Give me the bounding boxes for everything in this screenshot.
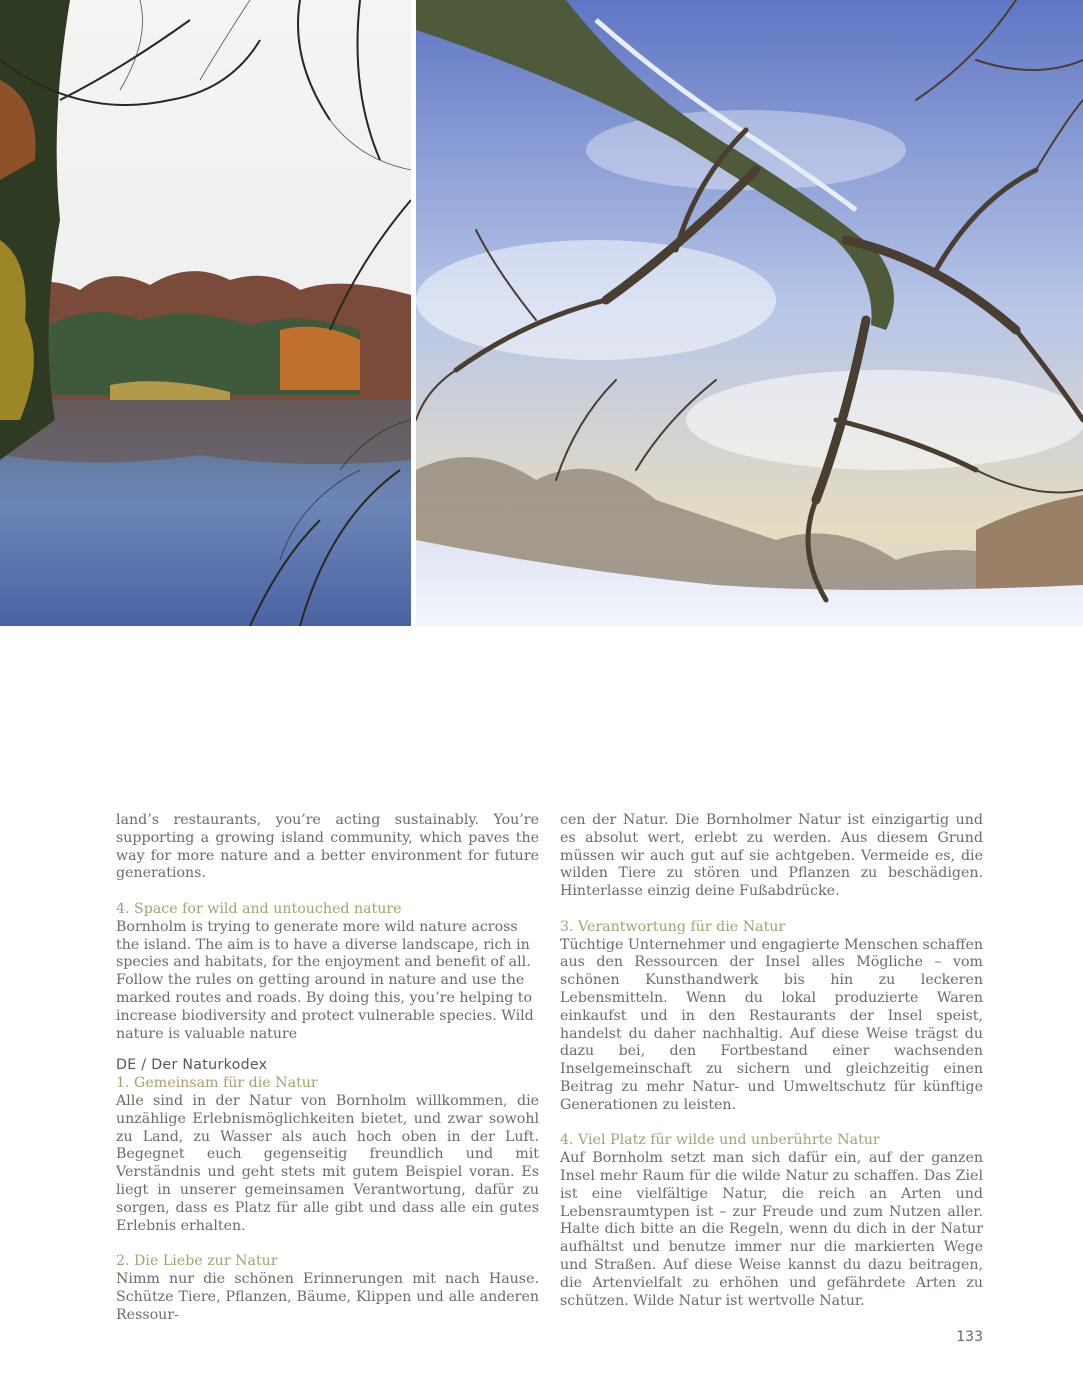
- heading-gemeinsam: 1. Gemeinsam für die Natur: [116, 1075, 318, 1092]
- heading-liebe-zur-natur: 2. Die Liebe zur Natur: [116, 1253, 278, 1270]
- text-column-left: [116, 812, 539, 1324]
- photo-autumn-lake: [0, 0, 411, 626]
- section-heading-naturkodex: DE / Der Naturkodex: [116, 1057, 268, 1074]
- paragraph-3-continued: land’s restaurants, you’re acting sustainably. You’re supporting a growing island community, which paves the way for more nature and a better environment for future generations.: [116, 812, 539, 882]
- heading-space-wild-nature: 4. Space for wild and untouched nature: [116, 900, 402, 917]
- paragraph-liebe-zur-natur: Nimm nur die schönen Erinnerungen mit nach Hause. Schütze Tiere, Pflanzen, Bäume, Klippen und alle anderen Ressour-: [116, 1270, 539, 1323]
- page-number: 133: [956, 1329, 983, 1345]
- paragraph-gemeinsam: Alle sind in der Natur von Bornholm willkommen, die unzählige Erlebnismöglichkeiten bietet, und zwar sowohl zu Land, zu Wasser als auch hoch oben in der Luft. Begegnet euch gegenseitig freundlich und mit Verständnis und geht stets mit gutem Beispiel voran. Es liegt in unserer gemeinsamen Verantwortung, dafür zu sorgen, dass es Platz für alle gibt und dass alle ein gutes Erlebnis erhalten.: [116, 1092, 539, 1234]
- paragraph-liebe-zur-natur-continued: cen der Natur. Die Bornholmer Natur ist einzigartig und es absolut wert, erlebt zu werden. Aus diesem Grund müssen wir auch gut auf sie achtgeben. Vermeide es, die wilden Tiere zu stören und Pflanzen zu beschädigen. Hinterlasse einzig deine Fußabdrücke.: [560, 812, 983, 900]
- heading-verantwortung: 3. Verantwortung für die Natur: [560, 918, 786, 935]
- heading-viel-platz: 4. Viel Platz für wilde und unberührte Natur: [560, 1132, 880, 1149]
- paragraph-space-wild-nature: Bornholm is trying to generate more wild nature across the island. The aim is to have a diverse landscape, rich in species and habitats, for the enjoyment and benefit of all. Follow the rules on getting around in nature and use the marked routes and roads. By doing this, you’re helping to increase biodiversity and protect vulnerable species. Wild nature is valuable nature: [116, 918, 534, 1042]
- text-column-right: [560, 812, 983, 1310]
- paragraph-verantwortung: Tüchtige Unternehmer und engagierte Menschen schaffen aus den Ressourcen der Insel alles Mögliche – vom schönen Kunsthandwerk bis hin zu leckeren Lebensmitteln. Wenn du lokal produzierte Waren einkaufst und in den Restaurants der Insel speist, handelst du daher nachhaltig. Auf diese Weise trägst du dazu bei, den Fortbestand einer wachsenden Inselgemeinschaft zu sichern und gleichzeitig einen Beitrag zu mehr Natur- und Umweltschutz für künftige Generationen zu leisten.: [560, 936, 983, 1113]
- photo-snowy-branches: [416, 0, 1083, 626]
- paragraph-viel-platz: Auf Bornholm setzt man sich dafür ein, auf der ganzen Insel mehr Raum für die wilde Natur zu schaffen. Das Ziel ist eine vielfältige Natur, die reich an Arten und Lebensraumtypen ist – zur Freude und zum Nutzen aller. Halte dich bitte an die Regeln, wenn du dich in der Natur aufhältst und benutze immer nur die markierten Wege und Straßen. Auf diese Weise kannst du dazu beitragen, die Artenvielfalt zu erhöhen und gefährdete Arten zu schützen. Wilde Natur ist wertvolle Natur.: [560, 1150, 983, 1309]
